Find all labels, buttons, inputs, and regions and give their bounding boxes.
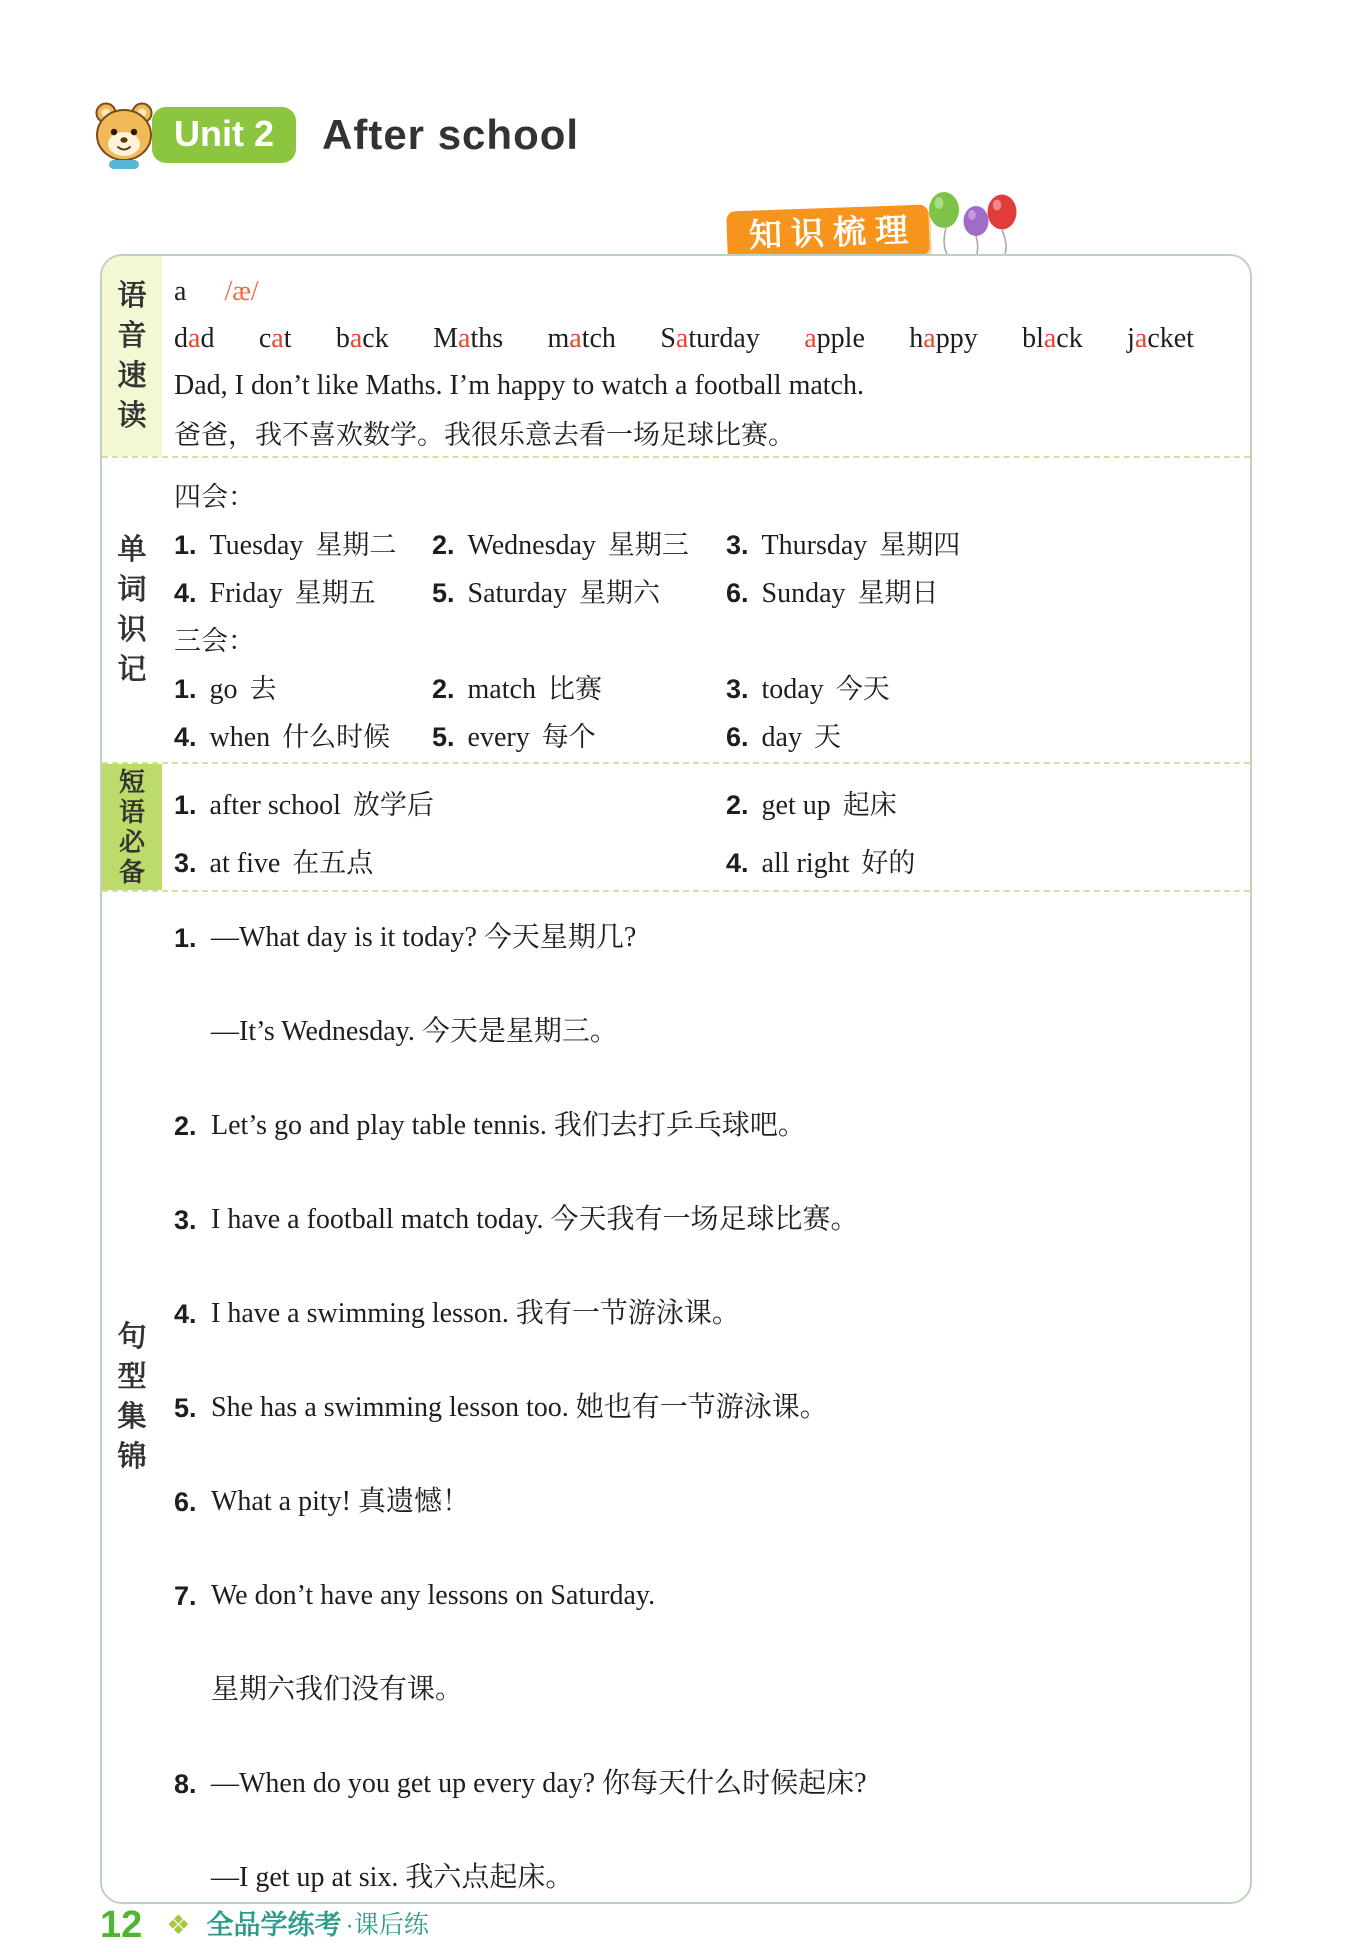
sentence-line: I have a football match today. 今天我有一场足球比赛。	[211, 1204, 859, 1235]
knowledge-badge: 知识梳理	[726, 204, 930, 262]
item-english: go	[209, 673, 238, 705]
phrase-item	[174, 783, 726, 822]
item-chinese: 什么时候	[282, 721, 391, 752]
sentence-line: —It’s Wednesday. 今天是星期三。	[211, 1016, 618, 1047]
item-english: Friday	[209, 577, 283, 609]
section-label-sentences	[102, 892, 162, 1902]
item-number: 3.	[174, 1205, 197, 1235]
phrase-item	[174, 841, 726, 880]
phonics-word: match	[547, 322, 616, 354]
item-english: Wednesday	[467, 529, 596, 561]
word-item	[432, 571, 726, 610]
item-number: 7.	[174, 1581, 197, 1611]
mascot-icon	[92, 98, 156, 172]
footer	[100, 1906, 429, 1944]
item-chinese: 今天	[835, 673, 890, 704]
item-chinese: 星期五	[294, 577, 376, 608]
word-item	[432, 523, 726, 562]
item-number: 4.	[174, 577, 197, 608]
item-number: 1.	[174, 529, 197, 560]
item-chinese: 每个	[541, 721, 596, 752]
item-number: 4.	[174, 1299, 197, 1329]
phrase-item	[726, 783, 1222, 822]
item-number: 8.	[174, 1769, 197, 1799]
phonics-sentence-zh: 爸爸，我不喜欢数学。我很乐意去看一场足球比赛。	[174, 420, 795, 450]
phoneme-symbol: /æ/	[224, 275, 259, 307]
sentence-item	[174, 1760, 1222, 1902]
item-number: 5.	[432, 721, 455, 752]
section-phrases	[102, 762, 1250, 890]
group-title: 三会：	[174, 625, 255, 656]
word-item	[726, 523, 1222, 562]
phoneme-letter: a	[174, 275, 187, 307]
item-chinese: 去	[249, 673, 277, 704]
phonics-word: happy	[909, 322, 978, 354]
item-number: 5.	[432, 577, 455, 608]
item-english: get up	[761, 789, 831, 821]
item-number: 6.	[726, 721, 749, 752]
item-number: 2.	[432, 529, 455, 560]
item-chinese: 星期二	[315, 529, 397, 560]
item-number: 1.	[174, 789, 197, 820]
item-number: 4.	[174, 721, 197, 752]
unit-badge: Unit 2	[152, 107, 296, 163]
word-row	[174, 710, 1222, 758]
section-label-text: 语音速读	[117, 280, 147, 432]
sentence-item	[174, 1290, 1222, 1338]
phonics-word: black	[1022, 322, 1083, 354]
item-english: Sunday	[761, 577, 846, 609]
section-phonics	[102, 256, 1250, 456]
item-number: 3.	[726, 673, 749, 704]
word-row	[174, 662, 1222, 710]
phoneme-line	[174, 268, 1222, 315]
sentence-item	[174, 1572, 1222, 1714]
sentences-content	[162, 892, 1250, 1902]
section-sentences	[102, 890, 1250, 1902]
phrase-row	[174, 778, 1222, 826]
group-title: 四会：	[174, 481, 255, 512]
item-chinese: 起床	[842, 789, 897, 820]
item-english: all right	[761, 847, 850, 879]
item-number: 3.	[174, 847, 197, 878]
sentence-line: 星期六我们没有课。	[211, 1674, 464, 1705]
word-item	[432, 667, 726, 706]
item-english: today	[761, 673, 824, 705]
phonics-content	[162, 256, 1250, 456]
item-chinese: 放学后	[352, 789, 434, 820]
item-chinese: 好的	[861, 847, 916, 878]
item-english: Tuesday	[209, 529, 304, 561]
phonics-sentence-en: Dad, I don’t like Maths. I’m happy to watch a football match.	[174, 369, 864, 401]
phrases-content	[162, 764, 1250, 890]
phonics-word: jacket	[1127, 322, 1194, 354]
page-title: After school	[322, 111, 580, 158]
sentence-item	[174, 914, 1222, 1056]
content-box	[100, 254, 1252, 1904]
sentence-item	[174, 1196, 1222, 1244]
item-chinese: 天	[813, 721, 841, 752]
item-english: match	[467, 673, 536, 705]
item-number: 2.	[432, 673, 455, 704]
item-english: when	[209, 721, 271, 753]
footer-brand-suffix: ·课后练	[345, 1910, 429, 1939]
section-label-words	[102, 458, 162, 762]
word-row	[174, 518, 1222, 566]
sentence-line: What a pity! 真遗憾！	[211, 1486, 470, 1517]
item-english: day	[761, 721, 802, 753]
item-english: after school	[209, 789, 341, 821]
word-item	[432, 715, 726, 754]
item-number: 3.	[726, 529, 749, 560]
sentence-item	[174, 1102, 1222, 1150]
sentence-line: We don’t have any lessons on Saturday.	[211, 1580, 656, 1611]
item-chinese: 比赛	[547, 673, 602, 704]
section-label-phrases	[102, 764, 162, 890]
phonics-word: apple	[804, 322, 865, 354]
word-item	[174, 667, 432, 706]
item-chinese: 星期四	[879, 529, 961, 560]
item-english: every	[467, 721, 530, 753]
sentence-line: —What day is it today? 今天星期几?	[211, 922, 637, 953]
word-item	[726, 715, 1222, 754]
phrase-item	[726, 841, 1222, 880]
phonics-word: back	[335, 322, 389, 354]
item-chinese: 星期三	[607, 529, 689, 560]
word-row	[174, 566, 1222, 614]
item-number: 6.	[726, 577, 749, 608]
section-label-text: 句型集锦	[117, 1321, 147, 1473]
phonics-word: Saturday	[660, 322, 760, 354]
section-label-phonics	[102, 256, 162, 456]
sentence-line: She has a swimming lesson too. 她也有一节游泳课。	[211, 1392, 828, 1423]
section-label-text: 短语必备	[118, 767, 145, 887]
item-english: Saturday	[467, 577, 568, 609]
sentence-line: —When do you get up every day? 你每天什么时候起床?	[211, 1768, 867, 1799]
item-number: 4.	[726, 847, 749, 878]
words-content	[162, 458, 1250, 762]
phrase-row	[174, 836, 1222, 884]
section-words	[102, 456, 1250, 762]
item-english: at five	[209, 847, 281, 879]
item-chinese: 星期六	[579, 577, 661, 608]
sentence-line: —I get up at six. 我六点起床。	[211, 1862, 574, 1893]
footer-brand: 全品学练考	[206, 1909, 342, 1940]
word-item	[726, 571, 1222, 610]
diamond-icon: ❖	[166, 1909, 191, 1940]
section-label-text: 单词识记	[117, 534, 147, 686]
item-english: Thursday	[761, 529, 868, 561]
sentence-item	[174, 1384, 1222, 1432]
item-number: 2.	[726, 789, 749, 820]
item-number: 5.	[174, 1393, 197, 1423]
sentence-line: I have a swimming lesson. 我有一节游泳课。	[211, 1298, 740, 1329]
word-item	[726, 667, 1222, 706]
sentence-line: Let’s go and play table tennis. 我们去打乒乓球吧。	[211, 1110, 806, 1141]
header	[92, 98, 579, 172]
word-item	[174, 571, 432, 610]
phonics-word-list	[174, 315, 1222, 362]
item-number: 1.	[174, 923, 197, 953]
phonics-word: cat	[258, 322, 292, 354]
item-chinese: 在五点	[292, 847, 374, 878]
page-number: 12	[100, 1904, 143, 1946]
sentence-item	[174, 1478, 1222, 1526]
item-number: 2.	[174, 1111, 197, 1141]
item-chinese: 星期日	[857, 577, 939, 608]
item-number: 1.	[174, 673, 197, 704]
phonics-word: Maths	[433, 322, 504, 354]
item-number: 6.	[174, 1487, 197, 1517]
phonics-word: dad	[174, 322, 215, 354]
word-item	[174, 523, 432, 562]
word-item	[174, 715, 432, 754]
